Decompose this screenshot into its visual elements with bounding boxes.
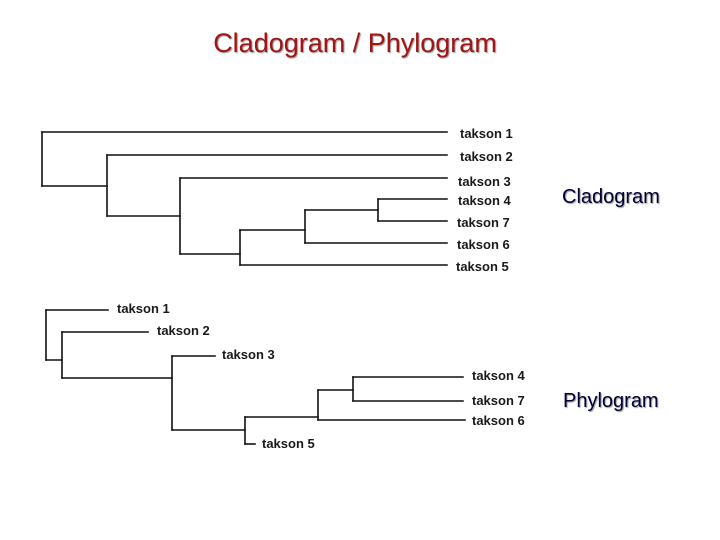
phylogram-label: Phylogram [563, 390, 659, 412]
phylogram-taxon-5: takson 5 [262, 436, 315, 451]
phylogram-taxon-1: takson 1 [117, 301, 170, 316]
phylogram-taxon-3: takson 3 [222, 347, 275, 362]
cladogram-taxon-6: takson 6 [457, 237, 510, 252]
phylogram-taxon-2: takson 2 [157, 323, 210, 338]
cladogram-branches [42, 132, 447, 265]
cladogram-taxon-2: takson 2 [460, 149, 513, 164]
cladogram-taxon-1: takson 1 [460, 126, 513, 141]
slide-title: Cladogram / Phylogram [213, 28, 497, 58]
phylogram-taxon-7: takson 7 [472, 393, 525, 408]
cladogram-tree [42, 126, 513, 274]
cladogram-taxon-5: takson 5 [456, 259, 509, 274]
cladogram-taxon-7: takson 7 [457, 215, 510, 230]
cladogram-taxon-3: takson 3 [458, 174, 511, 189]
phylogram-branches [46, 310, 465, 444]
phylogram-taxon-4: takson 4 [472, 368, 525, 383]
cladogram-label: Cladogram [562, 186, 660, 208]
phylogram-taxon-6: takson 6 [472, 413, 525, 428]
phylogram-tree [46, 301, 526, 451]
cladogram-taxon-4: takson 4 [458, 193, 511, 208]
